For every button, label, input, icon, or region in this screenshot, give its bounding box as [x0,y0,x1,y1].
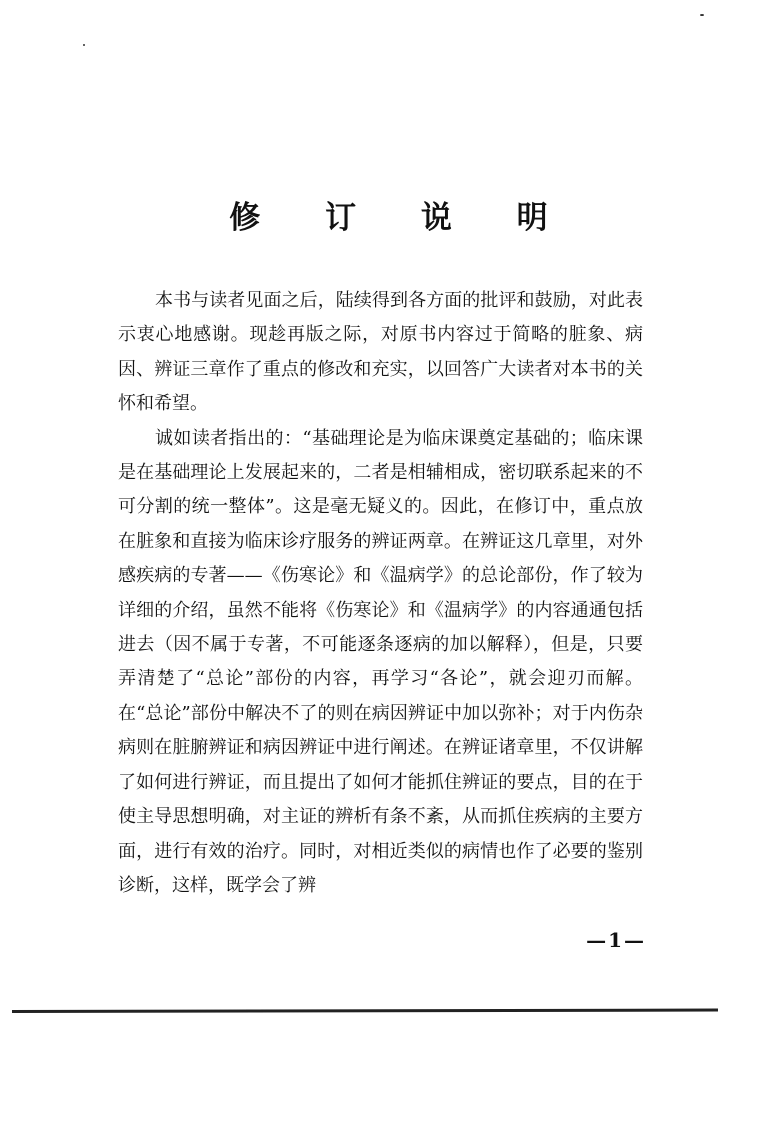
page-number: —1— [586,928,646,952]
body-text [118,284,643,903]
page-title: 修 订 说 明 [229,200,575,236]
bottom-rule [12,1009,718,1013]
paragraph-1: 本书与读者见面之后，陆续得到各方面的批评和鼓励，对此表示衷心地感谢。现趁再版之际，对原书内容过于简略的脏象、病因、辨证三章作了重点的修改和充实，以回答广大读者对本书的关怀和希望。 [118,290,643,415]
scan-speck [700,14,704,16]
scan-speck [83,44,85,46]
paragraph-2: 诚如读者指出的：“基础理论是为临床课奠定基础的；临床课是在基础理论上发展起来的，二者是相辅相成，密切联系起来的不可分割的统一整体”。这是毫无疑义的。因此，在修订中，重点放在脏象和直接为临床诊疗服务的辨证两章。在辨证这几章里，对外感疾病的专著——《伤寒论》和《温病学》的总论部份，作了较为详细的介绍，虽然不能将《伤寒论》和《温病学》的内容通通包括进去（因不属于专著，不可能逐条逐病的加以解释），但是，只要弄清楚了“总论”部份的内容，再学习“各论”，就会迎刃而解。在“总论”部份中解决不了的则在病因辨证中加以弥补；对于内伤杂病则在脏腑辨证和病因辨证中进行阐述。在辨证诸章里，不仅讲解了如何进行辨证，而且提出了如何才能抓住辨证的要点，目的在于使主导思想明确，对主证的辨析有条不紊，从而抓住疾病的主要方面，进行有效的治疗。同时，对相近类似的病情也作了必要的鉴别诊断，这样，既学会了辨 [118,427,643,896]
